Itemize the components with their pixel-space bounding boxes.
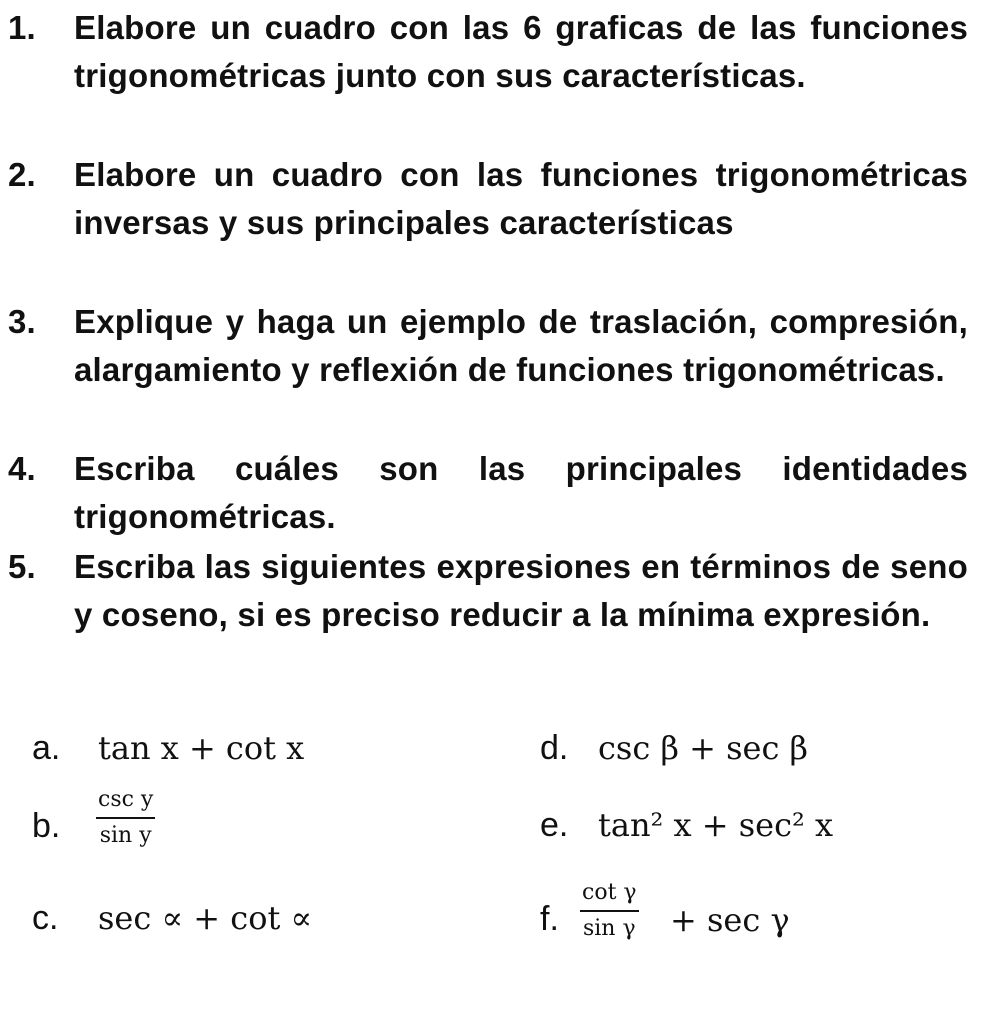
question-text: Elabore un cuadro con las funciones trigonométricas inversas y sus principales características (74, 156, 968, 241)
expression-label: d. (540, 729, 569, 767)
fraction-numerator: cot γ (582, 880, 637, 905)
question-1 (8, 4, 968, 100)
fraction-denominator: sin γ (582, 916, 636, 941)
expression-label: e. (540, 806, 569, 844)
expression-math: tan x + cot x (98, 729, 305, 767)
expression-label: f. (540, 900, 559, 938)
expression-d (540, 728, 940, 772)
expression-b (32, 785, 332, 875)
question-number: 3. (8, 303, 36, 340)
question-number: 5. (8, 548, 36, 585)
expression-label: c. (32, 899, 59, 937)
expression-c (32, 898, 432, 942)
expression-a (32, 728, 432, 772)
question-text: Escriba cuáles son las principales identidades trigonométricas. (74, 450, 968, 535)
fraction (580, 878, 639, 944)
expression-math: sec ∝ + cot ∝ (98, 899, 313, 937)
expression-f (540, 878, 940, 968)
question-number: 2. (8, 156, 36, 193)
question-number: 1. (8, 9, 36, 46)
expression-e (540, 805, 940, 849)
fraction-bar (96, 817, 155, 819)
question-text: Elabore un cuadro con las 6 graficas de las funciones trigonométricas junto con sus características. (74, 9, 968, 94)
fraction-denominator: sin y (99, 823, 152, 848)
question-4 (8, 445, 968, 541)
expression-label: b. (32, 807, 61, 845)
question-2 (8, 151, 968, 247)
question-5 (8, 543, 968, 639)
question-text: Explique y haga un ejemplo de traslación, compresión, alargamiento y reflexión de funciones trigonométricas. (74, 303, 968, 388)
question-3 (8, 298, 968, 394)
expression-math: tan² x + sec² x (598, 806, 834, 844)
fraction-bar (580, 910, 639, 912)
question-text: Escriba las siguientes expresiones en términos de seno y coseno, si es preciso reducir a la mínima expresión. (74, 548, 968, 633)
question-number: 4. (8, 450, 36, 487)
expression-suffix: + sec γ (670, 901, 790, 939)
fraction-numerator: csc y (98, 787, 154, 812)
expression-math: csc β + sec β (598, 729, 809, 767)
expression-label: a. (32, 729, 61, 767)
fraction (96, 785, 155, 851)
